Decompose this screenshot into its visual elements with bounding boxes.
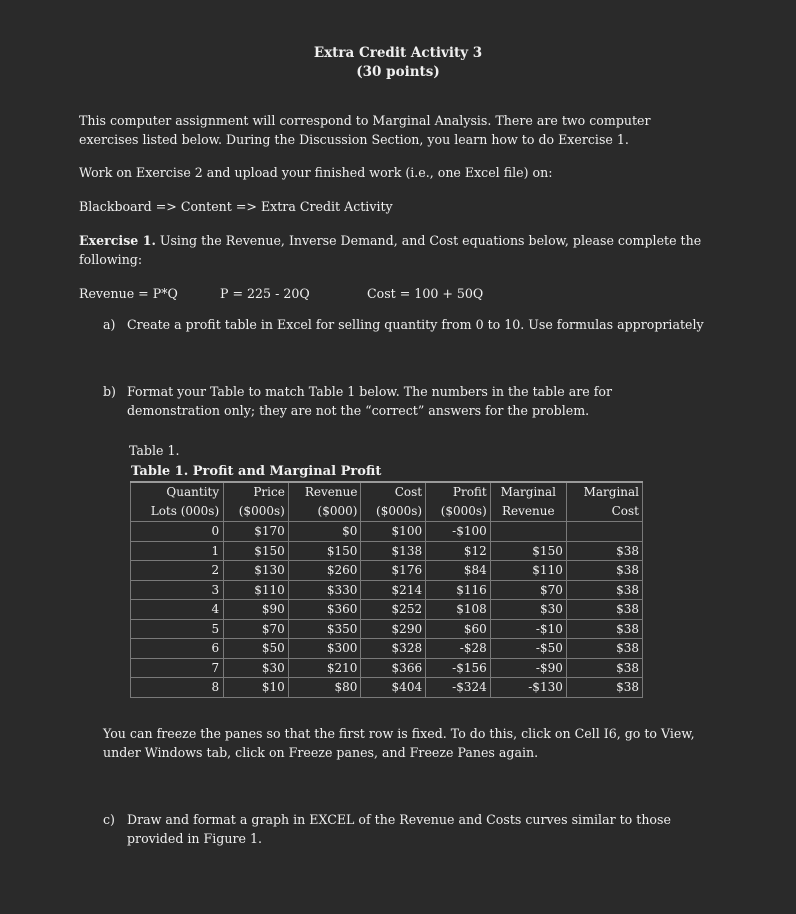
table-title: Table 1. Profit and Marginal Profit [131,464,382,479]
table-row [131,561,643,581]
list-marker: b) [103,384,116,399]
table-cell: $150 [490,541,566,561]
revenue-equation: Revenue = P*Q [79,286,178,301]
table-cell: $176 [361,561,426,581]
price-equation: P = 225 - 20Q [220,286,310,301]
table-cell: $38 [566,678,642,698]
table-cell: $210 [288,658,361,678]
table-cell: $130 [224,561,289,581]
table-header: Cost [361,482,426,502]
table-cell [566,522,642,542]
table-header: Revenue [490,502,566,522]
table-cell: $38 [566,658,642,678]
table-cell: -$130 [490,678,566,698]
table-cell: 2 [131,561,224,581]
intro-paragraph: This computer assignment will correspond to Marginal Analysis. There are two computer exercises listed below. During the Discussion Section, you learn how to do Exercise 1. [79,113,651,147]
table-cell: $150 [288,541,361,561]
list-text: Create a profit table in Excel for selling quantity from 0 to 10. Use formulas appropriately [127,317,704,332]
exercise-paragraph [79,232,709,270]
table-header-row [131,502,643,522]
equations [79,285,719,305]
table-header: Lots (000s) [131,502,224,522]
upload-path: Blackboard => Content => Extra Credit Activity [79,199,393,214]
table-cell: $300 [288,639,361,659]
table-header: ($000) [288,502,361,522]
table-cell: $108 [426,600,491,620]
table-cell: $84 [426,561,491,581]
table-header: ($000s) [361,502,426,522]
table-cell: $80 [288,678,361,698]
table-cell [490,522,566,542]
table-cell: $50 [224,639,289,659]
cost-equation: Cost = 100 + 50Q [367,286,484,301]
table-row [131,619,643,639]
table-cell: $0 [288,522,361,542]
table-cell: $110 [224,580,289,600]
table-cell: $12 [426,541,491,561]
table-cell: $110 [490,561,566,581]
table-row [131,600,643,620]
list-marker: a) [103,317,116,332]
table-row [131,522,643,542]
table-cell: -$50 [490,639,566,659]
table-header: Profit [426,482,491,502]
table-cell: $90 [224,600,289,620]
table-row [131,639,643,659]
profit-table [130,481,643,698]
table-header-row [131,482,643,502]
table-cell: $116 [426,580,491,600]
list-text: Draw and format a graph in EXCEL of the Revenue and Costs curves similar to those provided in Figure 1. [127,812,671,846]
table-cell: $138 [361,541,426,561]
table-header: Cost [566,502,642,522]
document-title [0,44,796,82]
table-header: Marginal [566,482,642,502]
exercise-text: Using the Revenue, Inverse Demand, and Cost equations below, please complete the following: [79,233,702,267]
table-cell: $70 [490,580,566,600]
table-cell: -$90 [490,658,566,678]
table-header: Quantity [131,482,224,502]
table-cell: 8 [131,678,224,698]
table-cell: 7 [131,658,224,678]
table-cell: 6 [131,639,224,659]
table-cell: $30 [490,600,566,620]
table-cell: $38 [566,580,642,600]
table-cell: $30 [224,658,289,678]
list-marker: c) [103,812,115,827]
table-cell: -$100 [426,522,491,542]
table-cell: $170 [224,522,289,542]
table-cell: 4 [131,600,224,620]
table-cell: $404 [361,678,426,698]
table-header: Marginal [490,482,566,502]
table-cell: 0 [131,522,224,542]
table-header: ($000s) [426,502,491,522]
table-cell: $38 [566,639,642,659]
table-caption: Table 1. [129,443,180,458]
table-cell: $330 [288,580,361,600]
table-cell: $214 [361,580,426,600]
table-row [131,541,643,561]
title-line2: (30 points) [356,64,440,80]
table-cell: $328 [361,639,426,659]
freeze-panes-note: You can freeze the panes so that the first row is fixed. To do this, click on Cell I6, go to View, under Windows tab, click on Freeze panes, and Freeze Panes again. [103,726,695,760]
table-cell: $38 [566,600,642,620]
table-header: ($000s) [224,502,289,522]
work-paragraph: Work on Exercise 2 and upload your finished work (i.e., one Excel file) on: [79,165,553,180]
list-text: Format your Table to match Table 1 below. The numbers in the table are for demonstration only; they are not the “correct” answers for the problem. [127,384,612,418]
table-cell: $252 [361,600,426,620]
table-cell: $38 [566,561,642,581]
table-cell: $360 [288,600,361,620]
table-cell: $366 [361,658,426,678]
table-cell: $290 [361,619,426,639]
exercise-label: Exercise 1. [79,233,156,248]
table-cell: -$156 [426,658,491,678]
table-header: Price [224,482,289,502]
table-cell: $60 [426,619,491,639]
table-cell: $100 [361,522,426,542]
table-cell: -$28 [426,639,491,659]
table-row [131,580,643,600]
table-cell: -$324 [426,678,491,698]
table-cell: $38 [566,541,642,561]
table-cell: 5 [131,619,224,639]
table-cell: $70 [224,619,289,639]
table-cell: $38 [566,619,642,639]
table-cell: 1 [131,541,224,561]
table-cell: 3 [131,580,224,600]
table-row [131,678,643,698]
table-row [131,658,643,678]
table-header: Revenue [288,482,361,502]
table-cell: $260 [288,561,361,581]
title-line1: Extra Credit Activity 3 [313,45,483,61]
table-cell: $350 [288,619,361,639]
table-cell: $10 [224,678,289,698]
table-cell: -$10 [490,619,566,639]
table-cell: $150 [224,541,289,561]
